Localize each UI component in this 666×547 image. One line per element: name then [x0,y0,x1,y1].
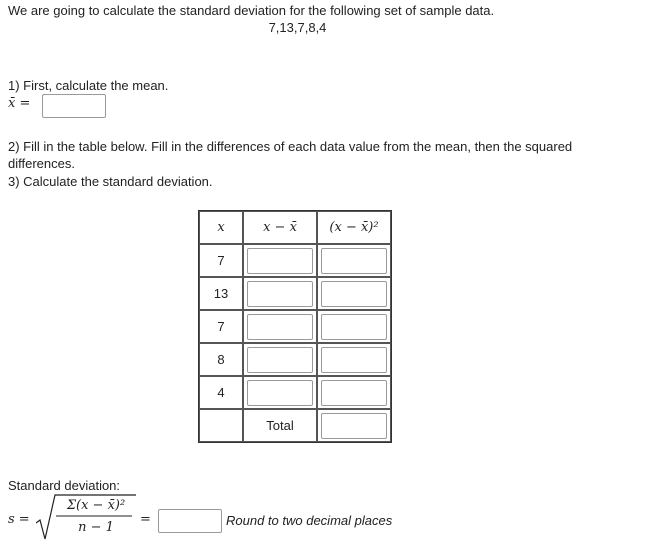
numerator: Σ(x − x̄)² [66,498,126,513]
total-label: Total [243,409,317,442]
table-row [199,277,391,310]
mean-input[interactable] [42,94,106,118]
intro-text: We are going to calculate the standard deviation for the following set of sample data. [8,3,495,18]
table-header-row [199,211,391,244]
difference-input[interactable] [247,347,313,373]
table-row [199,244,391,277]
x-value: 4 [199,376,243,409]
step3-instruction: 3) Calculate the standard deviation. [8,174,213,189]
denominator: n − 1 [78,520,114,535]
difference-input[interactable] [247,380,313,406]
s-label: s = [8,512,30,527]
difference-input[interactable] [247,248,313,274]
x-value: 8 [199,343,243,376]
equals-sign: = [140,512,151,527]
mean-label: x̄ = [8,96,31,111]
squared-difference-input[interactable] [321,248,387,274]
x-value: 7 [199,244,243,277]
x-value: 13 [199,277,243,310]
empty-cell [199,409,243,442]
table-row [199,310,391,343]
header-x: x [199,211,243,244]
table-total-row [199,409,391,442]
stddev-input[interactable] [158,509,222,533]
step2-instruction-cont: differences. [8,156,75,171]
deviation-table [198,210,392,443]
difference-input[interactable] [247,314,313,340]
table-row [199,343,391,376]
squared-difference-input[interactable] [321,380,387,406]
header-difference: x − x̄ [243,211,317,244]
step1-instruction: 1) First, calculate the mean. [8,78,169,93]
squared-difference-input[interactable] [321,281,387,307]
difference-input[interactable] [247,281,313,307]
step2-instruction: 2) Fill in the table below. Fill in the differences of each data value from the mean, then the squared [8,139,573,154]
round-note: Round to two decimal places [226,513,393,528]
header-squared-difference: (x − x̄)² [317,211,391,244]
squared-difference-input[interactable] [321,314,387,340]
total-input[interactable] [321,413,387,439]
stddev-label: Standard deviation: [8,478,121,493]
table-row [199,376,391,409]
x-value: 7 [199,310,243,343]
squared-difference-input[interactable] [321,347,387,373]
data-values: 7,13,7,8,4 [268,20,327,35]
